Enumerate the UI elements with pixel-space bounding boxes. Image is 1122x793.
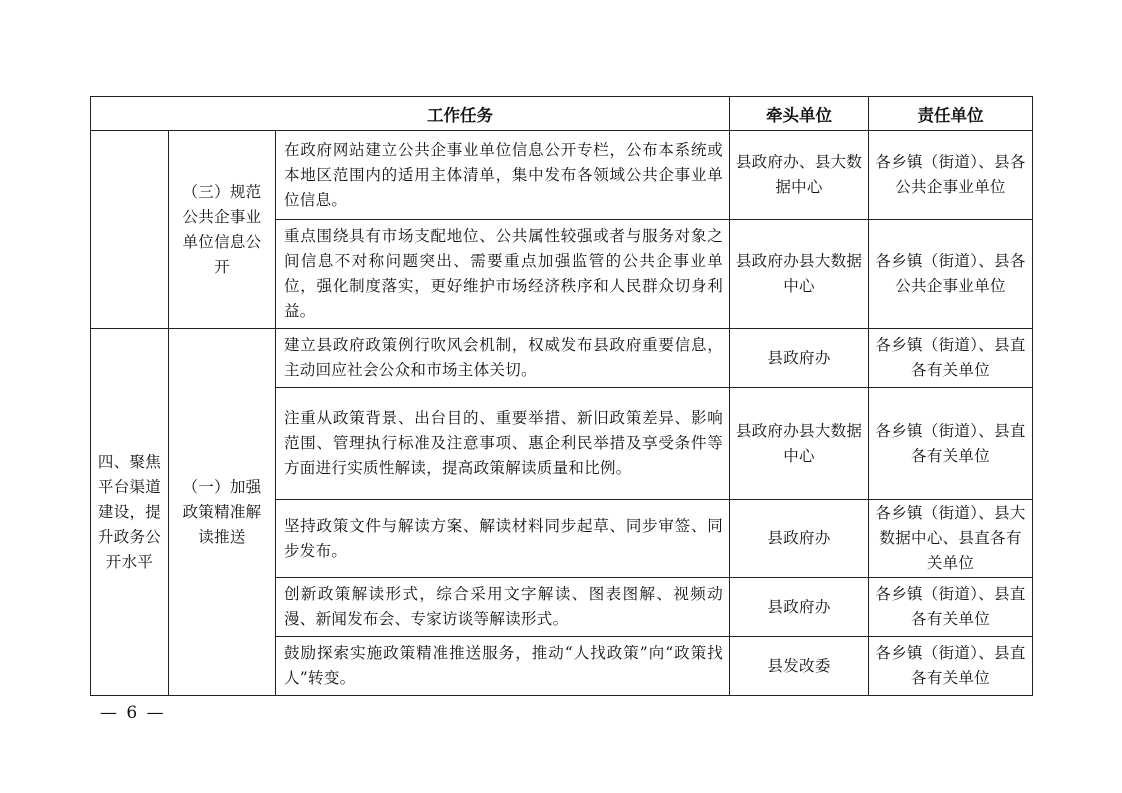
- task-cell: 重点围绕具有市场支配地位、公共属性较强或者与服务对象之间信息不对称问题突出、需要重点加强监管的公共企事业单位，强化制度落实，更好维护市场经济秩序和人民群众切身利益。: [276, 220, 730, 329]
- lead-unit-cell: 县政府办县大数据中心: [730, 388, 869, 500]
- task-cell: 创新政策解读形式，综合采用文字解读、图表图解、视频动漫、新闻发布会、专家访谈等解读形式。: [276, 578, 730, 637]
- lead-unit-cell: 县政府办、县大数据中心: [730, 131, 869, 220]
- header-responsible-unit: 责任单位: [869, 97, 1033, 131]
- table-row: [91, 329, 1033, 388]
- task-cell: 坚持政策文件与解读方案、解读材料同步起草、同步审签、同步发布。: [276, 500, 730, 578]
- task-cell: 在政府网站建立公共企事业单位信息公开专栏，公布本系统或本地区范围内的适用主体清单，集中发布各领域公共企事业单位信息。: [276, 131, 730, 220]
- category-cell: 四、聚焦平台渠道建设，提升政务公开水平: [91, 329, 169, 696]
- page-number: — 6 —: [100, 703, 166, 723]
- table-header-row: [91, 97, 1033, 131]
- responsible-unit-cell: 各乡镇（街道）、县直各有关单位: [869, 329, 1033, 388]
- task-cell: 鼓励探索实施政策精准推送服务，推动“人找政策”向“政策找人”转变。: [276, 637, 730, 696]
- lead-unit-cell: 县发改委: [730, 637, 869, 696]
- responsible-unit-cell: 各乡镇（街道）、县各公共企事业单位: [869, 220, 1033, 329]
- responsible-unit-cell: 各乡镇（街道）、县直各有关单位: [869, 388, 1033, 500]
- responsible-unit-cell: 各乡镇（街道）、县大数据中心、县直各有关单位: [869, 500, 1033, 578]
- header-lead-unit: 牵头单位: [730, 97, 869, 131]
- task-cell: 建立县政府政策例行吹风会机制，权威发布县政府重要信息，主动回应社会公众和市场主体关切。: [276, 329, 730, 388]
- work-task-table: [90, 96, 1033, 696]
- lead-unit-cell: 县政府办: [730, 578, 869, 637]
- responsible-unit-cell: 各乡镇（街道）、县各公共企事业单位: [869, 131, 1033, 220]
- lead-unit-cell: 县政府办: [730, 500, 869, 578]
- responsible-unit-cell: 各乡镇（街道）、县直各有关单位: [869, 578, 1033, 637]
- table-row: [91, 131, 1033, 220]
- task-cell: 注重从政策背景、出台目的、重要举措、新旧政策差异、影响范围、管理执行标准及注意事项、惠企利民举措及享受条件等方面进行实质性解读，提高政策解读质量和比例。: [276, 388, 730, 500]
- header-task: 工作任务: [91, 97, 730, 131]
- responsible-unit-cell: 各乡镇（街道）、县直各有关单位: [869, 637, 1033, 696]
- lead-unit-cell: 县政府办县大数据中心: [730, 220, 869, 329]
- subcategory-cell: （一）加强政策精准解读推送: [169, 329, 276, 696]
- subcategory-cell: （三）规范公共企事业单位信息公开: [169, 131, 276, 329]
- category-cell-empty: [91, 131, 169, 329]
- lead-unit-cell: 县政府办: [730, 329, 869, 388]
